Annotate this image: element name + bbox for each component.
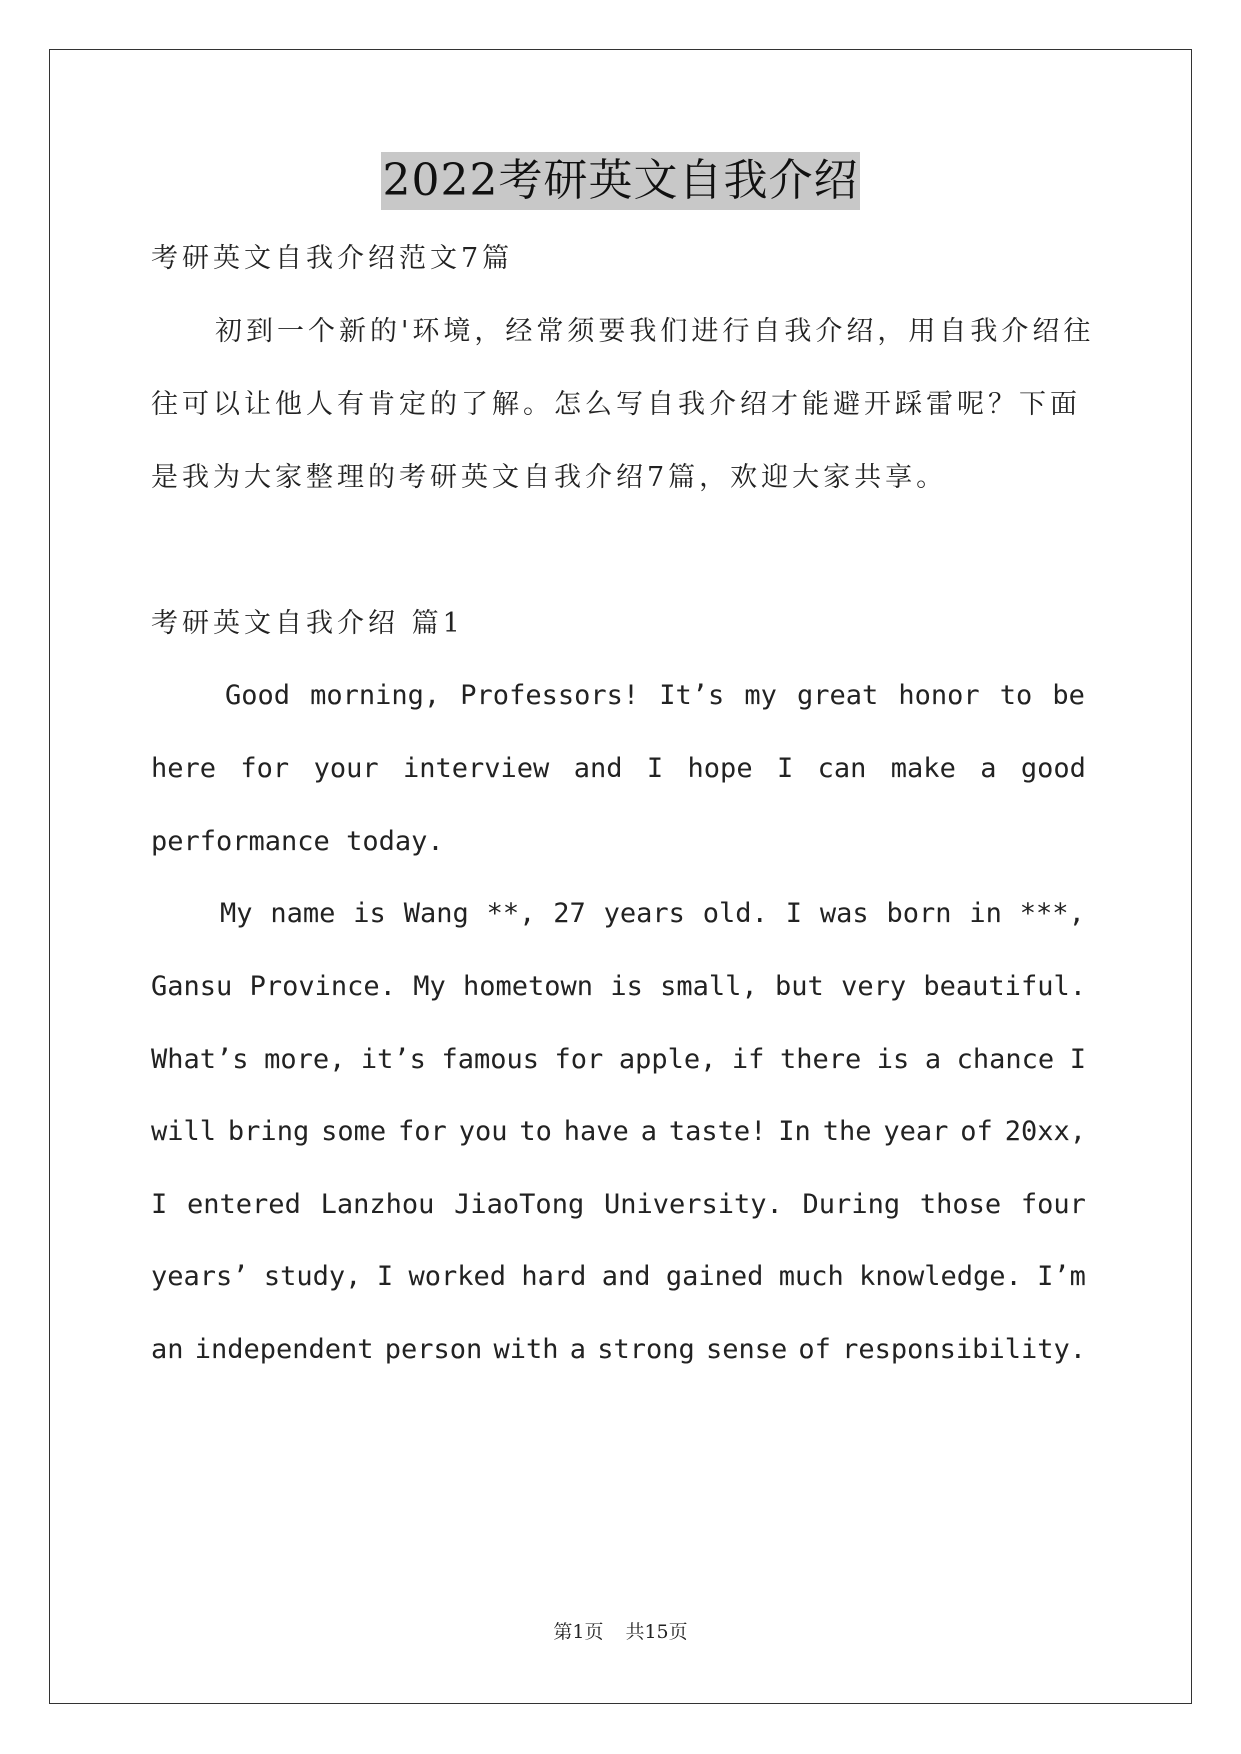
word: My <box>413 971 446 1002</box>
word: more, <box>264 1044 346 1075</box>
word: the <box>822 1116 872 1147</box>
document-title: 2022考研英文自我介绍 <box>381 152 861 210</box>
word: for <box>398 1116 447 1147</box>
word: very <box>841 971 907 1002</box>
body-line-9 <box>151 1258 1086 1296</box>
word: I <box>1069 1044 1086 1075</box>
word: year <box>883 1116 949 1147</box>
word: of <box>960 1116 993 1147</box>
word: 20xx, <box>1004 1116 1086 1147</box>
word: a <box>924 1044 942 1075</box>
word: famous <box>441 1044 539 1075</box>
word: to <box>519 1116 552 1147</box>
word: Professors! <box>460 680 640 711</box>
word: person <box>384 1334 483 1365</box>
word: study, <box>263 1261 362 1292</box>
word: I’m <box>1037 1261 1086 1292</box>
word: entered <box>187 1189 301 1220</box>
word: good <box>1020 753 1086 784</box>
word: but <box>775 971 824 1002</box>
word: there <box>779 1044 862 1075</box>
word: I <box>376 1261 394 1292</box>
word: Province. <box>249 971 396 1002</box>
word: a <box>569 1334 586 1365</box>
page-border <box>49 49 1192 1704</box>
body-line-text <box>151 1258 1086 1296</box>
word: I <box>151 1189 168 1220</box>
word: be <box>1052 680 1085 711</box>
body-line-4 <box>220 895 1085 933</box>
word: your <box>313 753 379 784</box>
word: and <box>601 1261 651 1292</box>
word: born <box>886 898 952 929</box>
body-line-text <box>151 1113 1086 1151</box>
word: it’s <box>360 1044 426 1075</box>
word: here <box>151 753 217 784</box>
body-line-5 <box>151 968 1086 1006</box>
word: interview <box>403 753 550 784</box>
word: It’s <box>659 680 725 711</box>
word: have <box>563 1116 629 1147</box>
word: Gansu <box>151 971 233 1002</box>
word: gained <box>665 1261 764 1292</box>
word: Good <box>225 680 291 711</box>
word: I <box>646 753 664 784</box>
word: I <box>776 753 794 784</box>
word: **, <box>486 898 536 929</box>
word: knowledge. <box>859 1261 1022 1292</box>
word: independent <box>194 1334 374 1365</box>
body-line-8 <box>151 1186 1086 1224</box>
word: old. <box>702 898 768 929</box>
word: if <box>731 1044 765 1075</box>
body-line-6 <box>151 1041 1086 1079</box>
word: hope <box>687 753 753 784</box>
word: with <box>493 1334 559 1365</box>
word: of <box>798 1334 831 1365</box>
word: for <box>240 753 290 784</box>
body-line-text <box>151 750 1086 788</box>
word: taste! <box>668 1116 767 1147</box>
section-heading: 考研英文自我介绍 篇1 <box>151 608 464 639</box>
body-line-text <box>151 1041 1086 1079</box>
word: can <box>817 753 867 784</box>
word: you <box>458 1116 508 1147</box>
word: was <box>819 898 869 929</box>
word: honor <box>898 680 980 711</box>
word: years’ <box>151 1261 249 1292</box>
word: a <box>980 753 997 784</box>
word: beautiful. <box>923 971 1086 1002</box>
word: some <box>321 1116 387 1147</box>
word: is <box>610 971 643 1002</box>
word: name <box>270 898 336 929</box>
word: chance <box>956 1044 1055 1075</box>
page-total: 共15页 <box>625 1621 688 1643</box>
body-line-7 <box>151 1113 1086 1151</box>
word: morning, <box>310 680 441 711</box>
word: worked <box>408 1261 506 1292</box>
word: University. <box>603 1189 783 1220</box>
word: apple, <box>618 1044 717 1075</box>
body-line-3 <box>151 823 1086 861</box>
body-line-text <box>151 1186 1086 1224</box>
word: for <box>554 1044 604 1075</box>
intro-line-2: 往可以让他人有肯定的了解。怎么写自我介绍才能避开踩雷呢？下面 <box>151 389 1081 420</box>
word: What’s <box>151 1044 249 1075</box>
title-container <box>0 152 1241 210</box>
word: JiaoTong <box>454 1189 585 1220</box>
word: make <box>890 753 956 784</box>
word: and <box>573 753 623 784</box>
word: is <box>353 898 386 929</box>
word: a <box>640 1116 657 1147</box>
document-subtitle: 考研英文自我介绍范文7篇 <box>151 243 514 274</box>
page-number: 第1页 <box>553 1621 604 1643</box>
intro-line-1: 初到一个新的'环境，经常须要我们进行自我介绍，用自我介绍往 <box>215 316 1095 347</box>
word: my <box>744 680 777 711</box>
word: hometown <box>463 971 594 1002</box>
body-line-text <box>151 1331 1086 1369</box>
word: in <box>969 898 1002 929</box>
word: small, <box>660 971 758 1002</box>
word: hard <box>521 1261 587 1292</box>
word: Wang <box>403 898 469 929</box>
intro-line-3: 是我为大家整理的考研英文自我介绍7篇，欢迎大家共享。 <box>151 462 948 493</box>
word: In <box>778 1116 811 1147</box>
word: years <box>603 898 685 929</box>
word: will <box>151 1116 217 1147</box>
word: ***, <box>1019 898 1085 929</box>
word: to <box>999 680 1033 711</box>
word: I <box>785 898 802 929</box>
word: 27 <box>553 898 586 929</box>
body-line-10 <box>151 1331 1086 1369</box>
word: four <box>1020 1189 1086 1220</box>
body-line-text <box>220 895 1085 933</box>
word: sense <box>705 1334 788 1365</box>
body-line-text <box>225 677 1085 715</box>
page-footer <box>0 1617 1241 1644</box>
word: is <box>876 1044 910 1075</box>
word: those <box>919 1189 1002 1220</box>
word: bring <box>227 1116 310 1147</box>
word: an <box>151 1334 184 1365</box>
word: responsibility. <box>842 1334 1086 1365</box>
word: Lanzhou <box>320 1189 435 1220</box>
word: much <box>778 1261 844 1292</box>
word: strong <box>597 1334 695 1365</box>
body-line-2 <box>151 750 1086 788</box>
word: During <box>802 1189 901 1220</box>
body-line-1 <box>225 677 1085 715</box>
word: My <box>220 898 253 929</box>
word: great <box>796 680 879 711</box>
body-line-text: performance today. <box>151 826 444 857</box>
body-line-text <box>151 968 1086 1006</box>
